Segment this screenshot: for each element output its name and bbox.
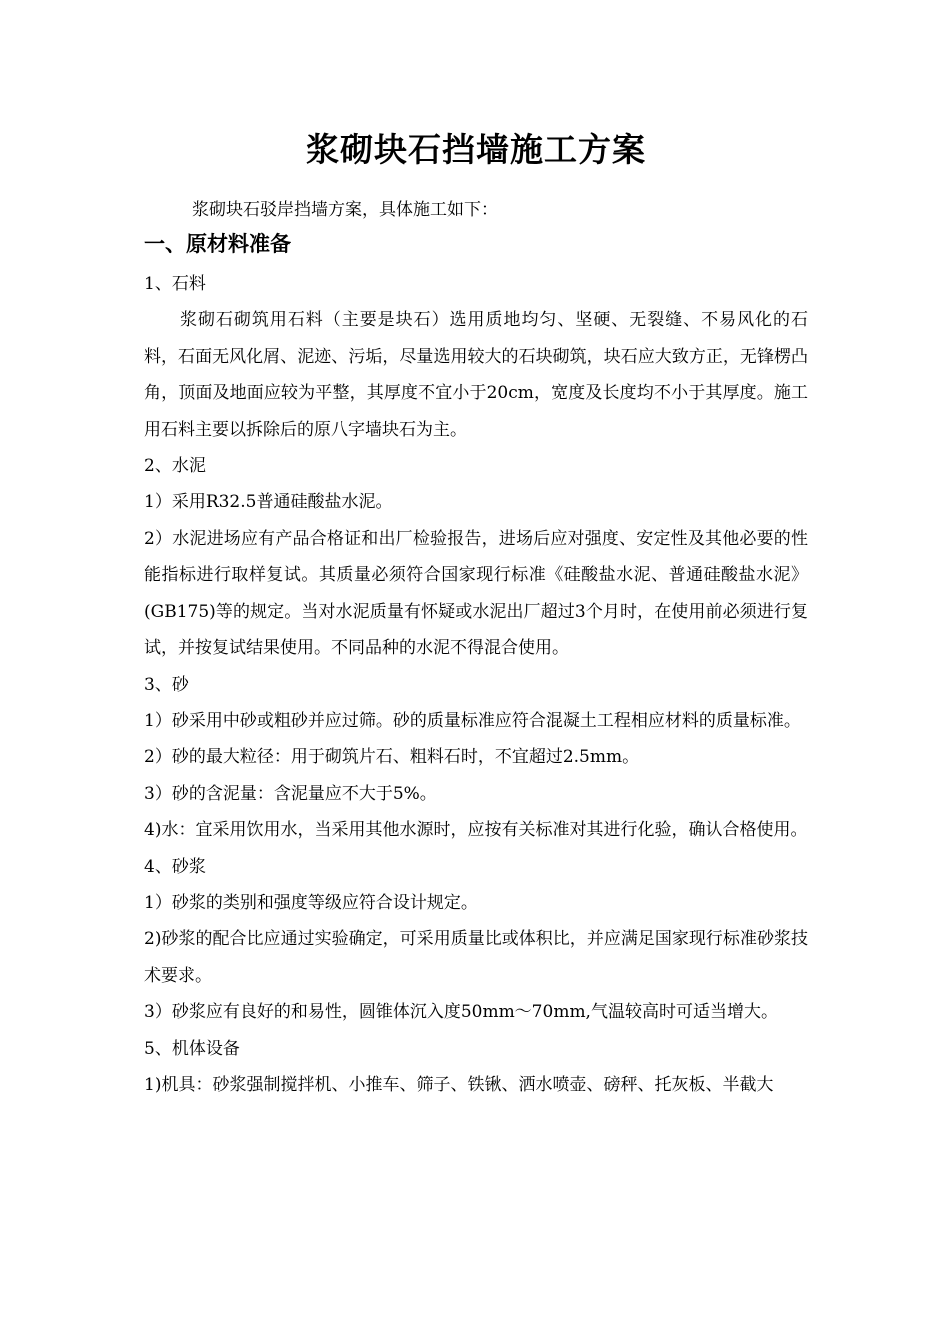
subheading-mortar: 4、砂浆: [144, 856, 206, 877]
cement-item-2: 2）水泥进场应有产品合格证和出厂检验报告，进场后应对强度、安定性及其他必要的性能指标进行取样复试。其质量必须符合国家现行标准《硅酸盐水泥、普通硅酸盐水泥》(GB175)等的规定。当对水泥质量有怀疑或水泥出厂超过3个月时，在使用前必须进行复试，并按复试结果使用。不同品种的水泥不得混合使用。: [144, 528, 808, 658]
subheading-sand: 3、砂: [144, 674, 189, 695]
mortar-item-1: 1）砂浆的类别和强度等级应符合设计规定。: [144, 892, 478, 913]
intro-paragraph: 浆砌块石驳岸挡墙方案，具体施工如下：: [192, 200, 498, 220]
document-title: 浆砌块石挡墙施工方案: [306, 130, 646, 169]
cement-item-1: 1）采用R32.5普通硅酸盐水泥。: [144, 492, 393, 512]
mortar-item-3: 3）砂浆应有良好的和易性，圆锥体沉入度50mm～70mm,气温较高时可适当增大。: [144, 1002, 778, 1022]
sand-item-4: 4)水：宜采用饮用水，当采用其他水源时，应按有关标准对其进行化验，确认合格使用。: [144, 820, 808, 840]
subheading-equipment: 5、机体设备: [144, 1038, 240, 1059]
mortar-item-2: 2)砂浆的配合比应通过实验确定，可采用质量比或体积比，并应满足国家现行标准砂浆技术要求。: [144, 929, 808, 986]
stone-paragraph: 浆砌石砌筑用石料（主要是块石）选用质地均匀、坚硬、无裂缝、不易风化的石料，石面无风化屑、泥迹、污垢，尽量选用较大的石块砌筑，块石应大致方正，无锋楞凸角，顶面及地面应较为平整，其厚度不宜小于20cm，宽度及长度均不小于其厚度。施工用石料主要以拆除后的原八字墙块石为主。: [144, 310, 808, 440]
equipment-item-1: 1)机具：砂浆强制搅拌机、小推车、筛子、铁锹、洒水喷壶、磅秤、托灰板、半截大: [144, 1074, 774, 1095]
subheading-cement: 2、水泥: [144, 456, 206, 476]
section-heading-raw-materials: 一、原材料准备: [144, 232, 291, 256]
sand-item-1: 1）砂采用中砂或粗砂并应过筛。砂的质量标准应符合混凝土工程相应材料的质量标准。: [144, 710, 801, 731]
sand-item-3: 3）砂的含泥量：含泥量应不大于5%。: [144, 783, 437, 804]
sand-item-2: 2）砂的最大粒径：用于砌筑片石、粗料石时，不宜超过2.5mm。: [144, 747, 640, 767]
subheading-stone: 1、石料: [144, 274, 206, 294]
